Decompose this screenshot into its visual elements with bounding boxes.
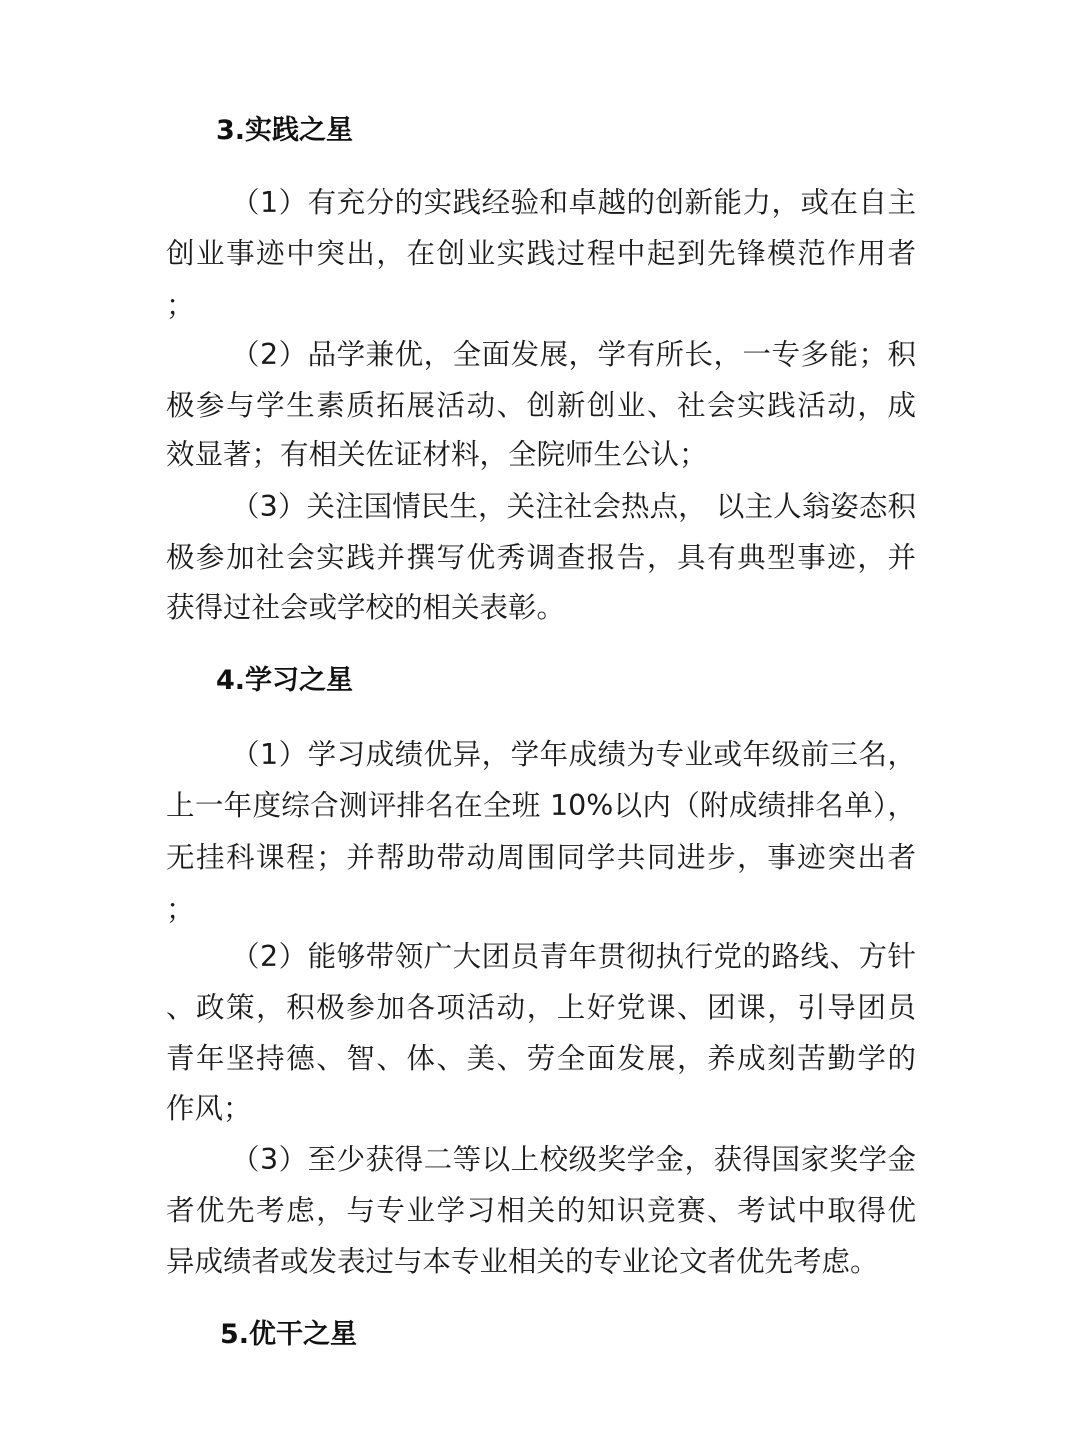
paragraph-line: 者优先考虑，与专业学习相关的知识竞赛、考试中取得优: [166, 1194, 916, 1227]
paragraph-line: 极参与学生素质拓展活动、创新创业、社会实践活动，成: [166, 389, 916, 422]
paragraph-line: （1）有充分的实践经验和卓越的创新能力，或在自主: [231, 186, 916, 219]
paragraph-line: 、政策，积极参加各项活动，上好党课、团课，引导团员: [166, 991, 916, 1024]
paragraph-line: 效显著；有相关佐证材料，全院师生公认；: [166, 438, 708, 471]
paragraph-line: 青年坚持德、智、体、美、劳全面发展，养成刻苦勤学的: [166, 1042, 916, 1075]
paragraph-line: 创业事迹中突出，在创业实践过程中起到先锋模范作用者: [166, 237, 916, 270]
paragraph-line: 上一年度综合测评排名在全班 10%以内（附成绩排名单），: [166, 789, 916, 822]
section-heading: 4.学习之星: [216, 665, 354, 696]
paragraph-line: ；: [166, 289, 195, 322]
paragraph-line: （3）至少获得二等以上校级奖学金，获得国家奖学金: [231, 1143, 916, 1176]
paragraph-line: 作风；: [166, 1092, 252, 1125]
paragraph-line: （2）能够带领广大团员青年贯彻执行党的路线、方针: [231, 940, 916, 973]
paragraph-line: 无挂科课程；并帮助带动周围同学共同进步，事迹突出者: [166, 841, 916, 874]
paragraph-line: 获得过社会或学校的相关表彰。: [166, 591, 566, 624]
section-heading: 5.优干之星: [220, 1319, 358, 1350]
paragraph-line: 极参加社会实践并撰写优秀调查报告，具有典型事迹，并: [166, 541, 916, 574]
paragraph-line: 异成绩者或发表过与本专业相关的专业论文者优先考虑。: [166, 1245, 879, 1278]
paragraph-line: ；: [166, 893, 195, 926]
paragraph-line: （2）品学兼优，全面发展，学有所长，一专多能；积: [231, 338, 916, 371]
section-heading: 3.实践之星: [216, 115, 354, 146]
paragraph-line: （3）关注国情民生，关注社会热点， 以主人翁姿态积: [231, 490, 916, 523]
paragraph-line: （1）学习成绩优异，学年成绩为专业或年级前三名，: [231, 738, 916, 771]
